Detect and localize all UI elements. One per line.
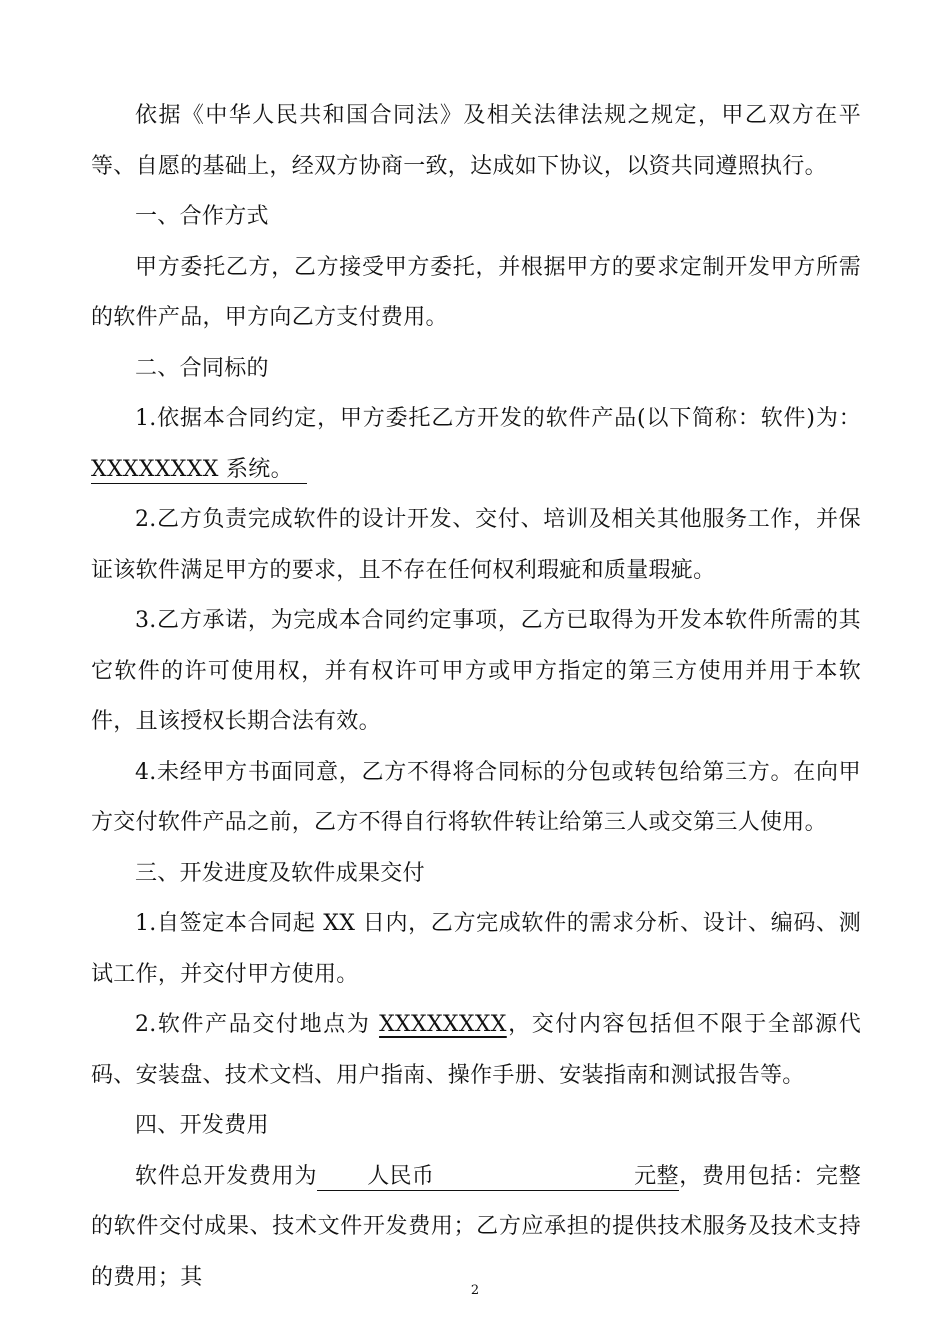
clause-2-3: 3.乙方承诺，为完成本合同约定事项，乙方已取得为开发本软件所需的其它软件的许可使用权，并有权许可甲方或甲方指定的第三方使用并用于本软件，且该授权长期合法有效。 xyxy=(91,608,861,734)
contract-body xyxy=(91,91,861,1303)
fee-suffix: ，费用包括：完整的软件交付成果、技术文件开发费用；乙方应承担的提供技术服务及技术支持的费用；其 xyxy=(91,1163,862,1290)
clause-2-1-text: 1.依据本合同约定，甲方委托乙方开发的软件产品(以下简称：软件)为： xyxy=(135,406,861,431)
clause-2-4: 4.未经甲方书面同意，乙方不得将合同标的分包或转包给第三方。在向甲方交付软件产品之前，乙方不得自行将软件转让给第三人或交第三人使用。 xyxy=(91,759,861,835)
fee-currency: 人民币 xyxy=(367,1163,435,1189)
fee-prefix: 软件总开发费用为 xyxy=(135,1163,318,1189)
page-number: 2 xyxy=(470,1283,480,1298)
clause-3-2 xyxy=(91,1000,861,1101)
clause-2-2: 2.乙方负责完成软件的设计开发、交付、培训及相关其他服务工作，并保证该软件满足甲方的要求，且不存在任何权利瑕疵和质量瑕疵。 xyxy=(91,507,861,583)
delivery-location-field: XXXXXXXX xyxy=(379,1012,507,1037)
section-3-heading: 三、开发进度及软件成果交付 xyxy=(135,860,425,886)
clause-2-1 xyxy=(91,394,861,495)
intro-paragraph: 依据《中华人民共和国合同法》及相关法律法规之规定，甲乙双方在平等、自愿的基础上，经双方协商一致，达成如下协议，以资共同遵照执行。 xyxy=(91,103,861,179)
fee-unit: 元整 xyxy=(634,1163,679,1189)
clause-4-fee xyxy=(91,1152,861,1304)
delivery-prefix: 2.软件产品交付地点为 xyxy=(135,1012,380,1037)
section-2-heading: 二、合同标的 xyxy=(135,355,269,381)
fee-amount-field xyxy=(317,1164,679,1191)
system-name-field: XXXXXXXX 系统。 xyxy=(91,457,307,484)
section-1-text: 甲方委托乙方，乙方接受甲方委托，并根据甲方的要求定制开发甲方所需的软件产品，甲方向乙方支付费用。 xyxy=(91,254,861,330)
section-1-heading: 一、合作方式 xyxy=(135,204,269,229)
delivery-suffix: ，交付内容包括但不限于全部源代码、安装盘、技术文档、用户指南、操作手册、安装指南和测试报告等。 xyxy=(91,1012,861,1088)
section-4-heading: 四、开发费用 xyxy=(135,1113,269,1138)
clause-3-1: 1.自签定本合同起 XX 日内，乙方完成软件的需求分析、设计、编码、测试工作，并交付甲方使用。 xyxy=(91,911,861,987)
